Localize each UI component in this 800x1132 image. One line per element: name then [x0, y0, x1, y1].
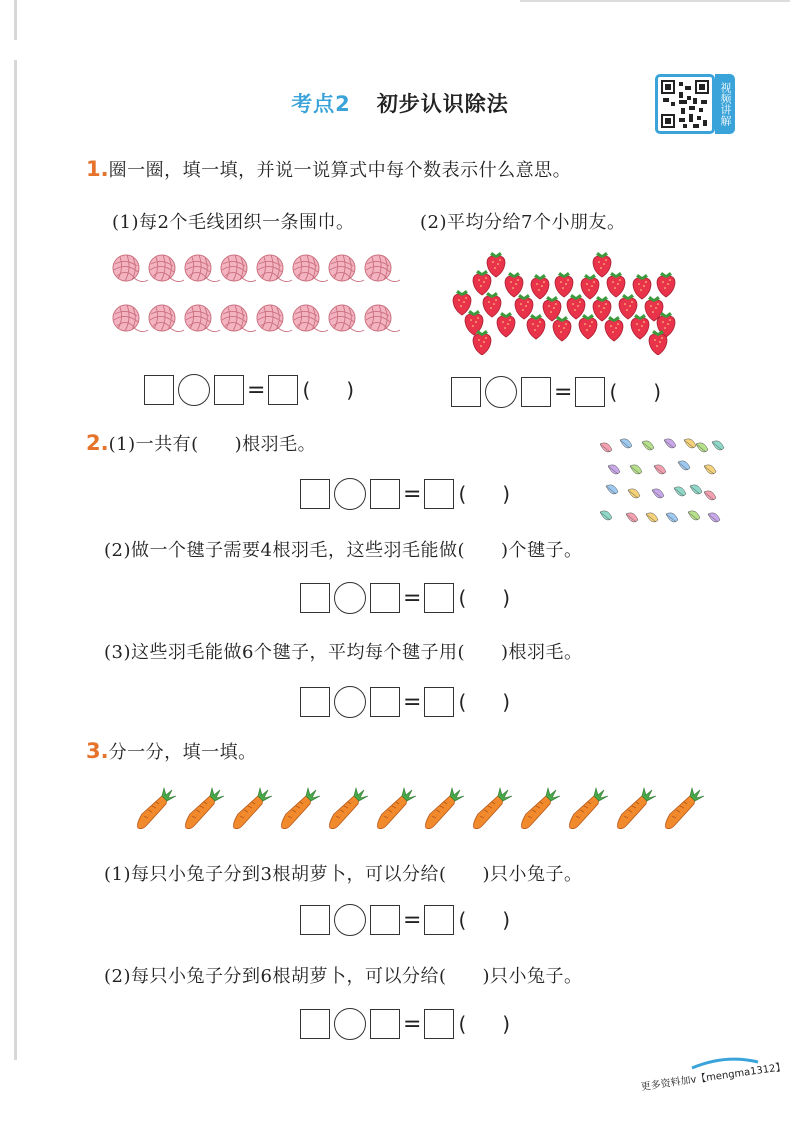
answer-box[interactable] [424, 583, 454, 613]
answer-box[interactable] [214, 375, 244, 405]
operator-circle[interactable] [334, 686, 366, 718]
answer-box[interactable] [268, 375, 298, 405]
equals-sign: = [403, 689, 422, 715]
answer-box[interactable] [300, 687, 330, 717]
q3-sub2-equation [300, 1006, 510, 1042]
strawberry-illustration [442, 250, 692, 355]
answer-box[interactable] [370, 583, 400, 613]
q3-sub2-text-b: )只小兔子。 [482, 966, 583, 987]
q2-sub2-text-b: )个毽子。 [500, 540, 583, 561]
q1-sub2-text: (2)平均分给7个小朋友。 [420, 212, 626, 233]
q3-sub1-line [104, 860, 583, 886]
answer-box[interactable] [370, 479, 400, 509]
q3-sub1-equation [300, 902, 510, 938]
q2-heading [86, 430, 316, 456]
page-edge-line-top [14, 0, 17, 40]
page-top-line [520, 0, 790, 2]
unit-blank[interactable]: ( ) [458, 908, 511, 932]
answer-box[interactable] [424, 1009, 454, 1039]
q2-sub3-line [104, 638, 583, 664]
section-name: 初步认识除法 [376, 92, 509, 116]
q1-sub1-text: (1)每2个毛线团织一条围巾。 [112, 212, 355, 233]
operator-circle[interactable] [334, 904, 366, 936]
page-edge-line [14, 60, 17, 1060]
footer-watermark: 更多资料加v【mengma1312】 [640, 1061, 787, 1094]
q3-instruction: 分一分，填一填。 [108, 742, 257, 763]
answer-box[interactable] [424, 905, 454, 935]
operator-circle[interactable] [334, 582, 366, 614]
q3-sub2-text-a: (2)每只小兔子分到6根胡萝卜，可以分给( [104, 966, 447, 987]
yarn-row-2 [113, 305, 400, 332]
q2-sub3-equation [300, 684, 510, 720]
operator-circle[interactable] [178, 374, 210, 406]
qr-code[interactable] [655, 74, 715, 134]
answer-box[interactable] [300, 905, 330, 935]
answer-box[interactable] [424, 687, 454, 717]
q2-sub1-text-b: )根羽毛。 [234, 434, 317, 455]
qr-video-label: 视频讲解 [715, 74, 735, 134]
answer-box[interactable] [575, 377, 605, 407]
q2-sub3-text-a: (3)这些羽毛能做6个毽子，平均每个毽子用( [104, 642, 465, 663]
equals-sign: = [403, 585, 422, 611]
answer-box[interactable] [370, 687, 400, 717]
q1-heading [86, 156, 571, 182]
qr-code-icon [661, 80, 709, 128]
q3-sub1-text-a: (1)每只小兔子分到3根胡萝卜，可以分给( [104, 864, 447, 885]
yarn-row-1 [113, 255, 400, 282]
q2-sub1-equation [300, 476, 510, 512]
section-tag: 考点2 [291, 92, 351, 116]
equals-sign: = [403, 1011, 422, 1037]
answer-box[interactable] [451, 377, 481, 407]
unit-blank[interactable]: ( ) [458, 482, 511, 506]
q2-sub2-line [104, 536, 583, 562]
answer-box[interactable] [521, 377, 551, 407]
feather-illustration [596, 436, 728, 532]
unit-blank[interactable]: ( ) [458, 1012, 511, 1036]
q3-number: 3. [86, 739, 109, 763]
equals-sign: = [403, 907, 422, 933]
q2-sub3-text-b: )根羽毛。 [500, 642, 583, 663]
answer-box[interactable] [144, 375, 174, 405]
carrot-illustration [134, 786, 704, 832]
equals-sign: = [247, 377, 266, 403]
q1-sub1-equation [144, 372, 354, 408]
q1-instruction: 圈一圈，填一填，并说一说算式中每个数表示什么意思。 [108, 160, 572, 181]
answer-box[interactable] [370, 905, 400, 935]
q3-sub2-line [104, 962, 583, 988]
unit-blank[interactable]: ( ) [302, 378, 355, 402]
q3-heading [86, 738, 257, 764]
q2-sub2-text-a: (2)做一个毽子需要4根羽毛，这些羽毛能做( [104, 540, 465, 561]
q2-sub1-text-a: (1)一共有( [108, 434, 199, 455]
answer-box[interactable] [370, 1009, 400, 1039]
q3-sub1-text-b: )只小兔子。 [482, 864, 583, 885]
yarn-ball-illustration [112, 252, 402, 344]
unit-blank[interactable]: ( ) [458, 586, 511, 610]
answer-box[interactable] [300, 1009, 330, 1039]
equals-sign: = [554, 379, 573, 405]
operator-circle[interactable] [485, 376, 517, 408]
unit-blank[interactable]: ( ) [609, 380, 662, 404]
answer-box[interactable] [424, 479, 454, 509]
operator-circle[interactable] [334, 478, 366, 510]
q1-number: 1. [86, 157, 109, 181]
q2-sub2-equation [300, 580, 510, 616]
q1-sub2-equation [451, 374, 661, 410]
unit-blank[interactable]: ( ) [458, 690, 511, 714]
answer-box[interactable] [300, 583, 330, 613]
q2-number: 2. [86, 431, 109, 455]
equals-sign: = [403, 481, 422, 507]
operator-circle[interactable] [334, 1008, 366, 1040]
answer-box[interactable] [300, 479, 330, 509]
